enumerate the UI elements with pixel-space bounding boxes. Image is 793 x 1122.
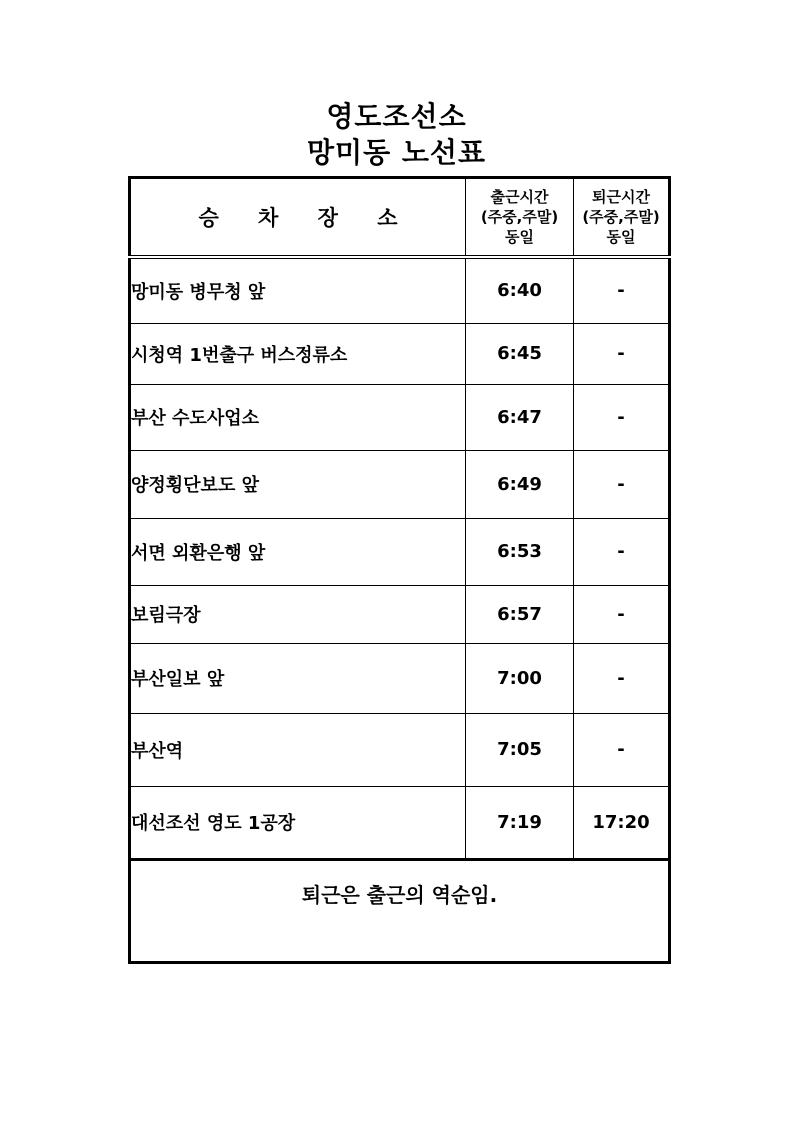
commute-in-time: 6:49 <box>466 450 574 518</box>
header-commute-in <box>466 178 574 258</box>
route-title: 망미동 노선표 <box>306 136 487 169</box>
commute-out-time: - <box>574 713 670 786</box>
header-in-line3: 동일 <box>505 228 534 246</box>
commute-out-time: 17:20 <box>574 786 670 859</box>
header-in-line2: (주중,주말) <box>480 208 559 226</box>
commute-out-time: - <box>574 257 670 323</box>
stop-name: 부산일보 앞 <box>130 643 466 713</box>
commute-in-time: 7:19 <box>466 786 574 859</box>
table-row <box>130 323 670 384</box>
table-row <box>130 257 670 323</box>
return-route-note: 퇴근은 출근의 역순임. <box>130 859 670 962</box>
commute-out-time: - <box>574 450 670 518</box>
commute-in-time: 6:57 <box>466 585 574 643</box>
commute-in-time: 7:05 <box>466 713 574 786</box>
route-schedule-table <box>128 176 671 964</box>
header-out-line1: 퇴근시간 <box>592 188 650 206</box>
stop-name: 부산역 <box>130 713 466 786</box>
commute-in-time: 6:40 <box>466 257 574 323</box>
stop-name: 시청역 1번출구 버스정류소 <box>130 323 466 384</box>
table-row <box>130 713 670 786</box>
commute-out-time: - <box>574 518 670 585</box>
commute-in-time: 6:45 <box>466 323 574 384</box>
stop-name: 서면 외환은행 앞 <box>130 518 466 585</box>
commute-in-time: 6:47 <box>466 384 574 450</box>
stop-name: 대선조선 영도 1공장 <box>130 786 466 859</box>
document-title: 영도조선소 <box>326 100 467 133</box>
header-commute-out <box>574 178 670 258</box>
table-row <box>130 786 670 859</box>
commute-out-time: - <box>574 384 670 450</box>
table-header-row <box>130 178 670 258</box>
stop-name: 망미동 병무청 앞 <box>130 257 466 323</box>
table-note-row <box>130 859 670 962</box>
table-row <box>130 643 670 713</box>
header-in-line1: 출근시간 <box>490 188 549 206</box>
header-out-line3: 동일 <box>606 228 636 246</box>
commute-out-time: - <box>574 643 670 713</box>
stop-name: 양정횡단보도 앞 <box>130 450 466 518</box>
stop-name: 보림극장 <box>130 585 466 643</box>
commute-in-time: 6:53 <box>466 518 574 585</box>
commute-out-time: - <box>574 585 670 643</box>
table-row <box>130 518 670 585</box>
table-row <box>130 384 670 450</box>
table-row <box>130 585 670 643</box>
commute-in-time: 7:00 <box>466 643 574 713</box>
stop-name: 부산 수도사업소 <box>130 384 466 450</box>
header-out-line2: (주중,주말) <box>582 208 660 226</box>
header-stop: 승 차 장 소 <box>130 178 466 258</box>
commute-out-time: - <box>574 323 670 384</box>
table-row <box>130 450 670 518</box>
